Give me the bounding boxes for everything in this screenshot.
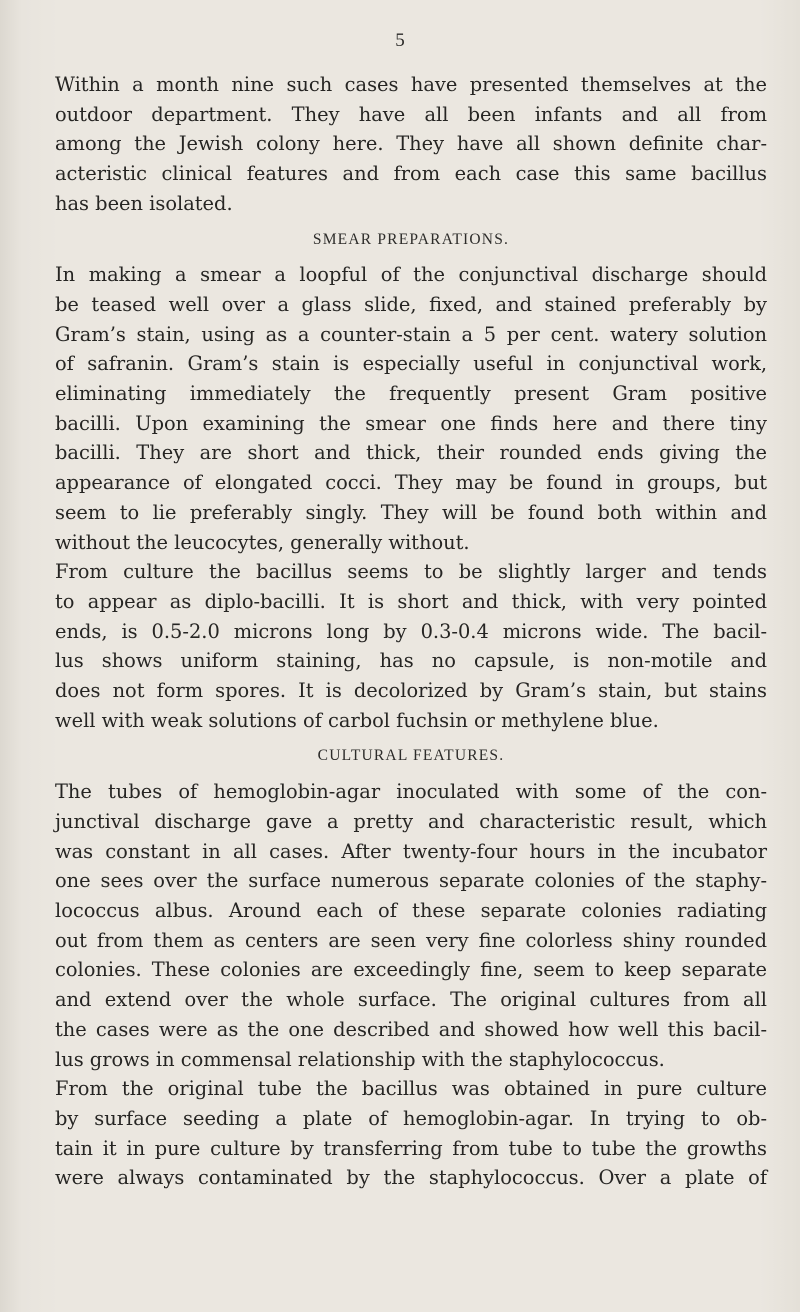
- text-line: were always contaminated by the staphylococcus. Over a plate of: [55, 1166, 767, 1190]
- text-line: among the Jewish colony here. They have all shown definite char-: [55, 132, 767, 156]
- text-line: and extend over the whole surface. The original cultures from all: [55, 988, 767, 1012]
- text-line: appearance of elongated cocci. They may be found in groups, but: [55, 471, 767, 495]
- intro-paragraph: [55, 70, 767, 219]
- text-line: has been isolated.: [55, 191, 233, 215]
- text-line: Gram’s stain, using as a counter-stain a 5 per cent. watery solution: [55, 322, 767, 346]
- text-line: lus shows uniform staining, has no capsule, is non-motile and: [55, 649, 767, 673]
- smear-paragraph-1: [55, 260, 767, 557]
- smear-paragraph-2: [55, 557, 767, 735]
- text-line: does not form spores. It is decolorized by Gram’s stain, but stains: [55, 679, 767, 703]
- text-line: out from them as centers are seen very fine colorless shiny rounded: [55, 928, 767, 952]
- text-line: colonies. These colonies are exceedingly fine, seem to keep separate: [55, 958, 767, 982]
- text-line: In making a smear a loopful of the conjunctival discharge should: [55, 263, 767, 287]
- cultural-paragraph-2: [55, 1074, 767, 1193]
- cultural-paragraph-1: [55, 777, 767, 1074]
- text-line: the cases were as the one described and showed how well this bacil-: [55, 1017, 767, 1041]
- text-line: be teased well over a glass slide, fixed, and stained preferably by: [55, 292, 767, 316]
- section-heading-smear: SMEAR PREPARATIONS.: [312, 230, 510, 248]
- text-line: one sees over the surface numerous separate colonies of the staphy-: [55, 869, 767, 893]
- text-line: without the leucocytes, generally without.: [55, 530, 470, 554]
- text-line: bacilli. They are short and thick, their rounded ends giving the: [55, 441, 767, 465]
- text-line: Within a month nine such cases have presented themselves at the: [55, 73, 767, 96]
- text-line: ends, is 0.5-2.0 microns long by 0.3-0.4 microns wide. The bacil-: [55, 619, 767, 643]
- text-line: seem to lie preferably singly. They will be found both within and: [55, 500, 767, 524]
- text-line: well with weak solutions of carbol fuchsin or methylene blue.: [55, 708, 659, 732]
- text-line: tain it in pure culture by transferring from tube to tube the growths: [55, 1136, 767, 1160]
- text-line: junctival discharge gave a pretty and characteristic result, which: [55, 809, 767, 833]
- text-line: lococcus albus. Around each of these separate colonies radiating: [55, 898, 767, 922]
- text-line: of safranin. Gram’s stain is especially useful in conjunctival work,: [55, 352, 767, 376]
- page-number: 5: [395, 30, 405, 51]
- text-column: [55, 70, 767, 1193]
- text-line: acteristic clinical features and from each case this same bacillus: [55, 162, 767, 186]
- section-heading-cultural: CULTURAL FEATURES.: [317, 747, 505, 765]
- text-line: From the original tube the bacillus was obtained in pure culture: [55, 1077, 767, 1101]
- text-line: bacilli. Upon examining the smear one finds here and there tiny: [55, 411, 767, 435]
- text-line: by surface seeding a plate of hemoglobin-agar. In trying to ob-: [55, 1106, 767, 1130]
- text-line: lus grows in commensal relationship with the staphylococcus.: [55, 1047, 665, 1071]
- text-line: eliminating immediately the frequently present Gram positive: [55, 382, 767, 406]
- text-line: was constant in all cases. After twenty-four hours in the incubator: [55, 839, 767, 863]
- text-line: to appear as diplo-bacilli. It is short and thick, with very pointed: [55, 589, 767, 613]
- text-line: outdoor department. They have all been infants and all from: [55, 102, 767, 126]
- text-line: The tubes of hemoglobin-agar inoculated with some of the con-: [55, 780, 767, 804]
- text-line: From culture the bacillus seems to be slightly larger and tends: [55, 560, 767, 584]
